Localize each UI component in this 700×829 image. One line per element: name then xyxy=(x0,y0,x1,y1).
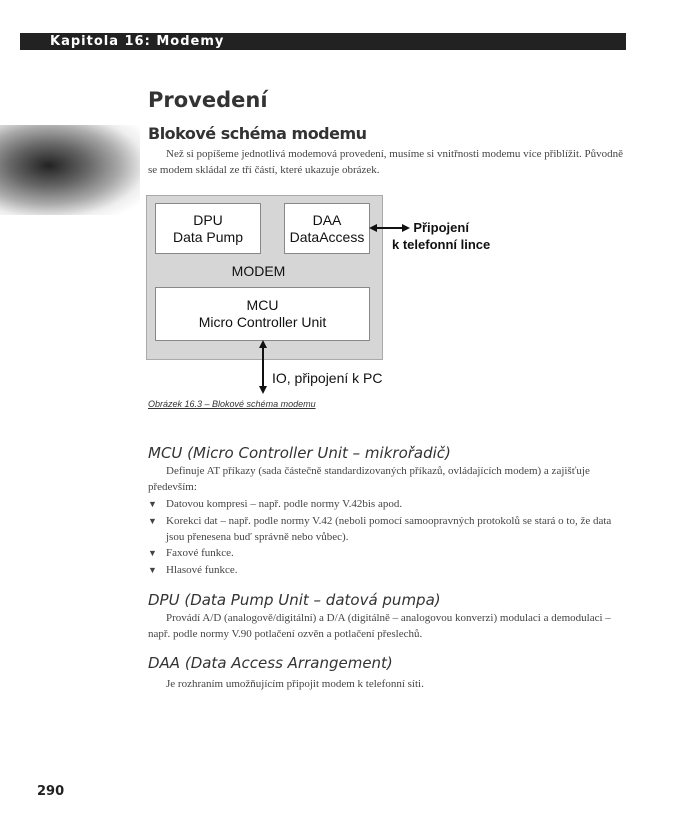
page-title: Provedení xyxy=(148,88,268,112)
bullet-text: Datovou kompresi – např. podle normy V.42bis apod. xyxy=(166,498,403,510)
bullet-triangle-icon: ▼ xyxy=(148,516,157,526)
list-item xyxy=(148,545,626,561)
list-item xyxy=(148,496,626,512)
io-arrow xyxy=(259,340,267,394)
bullet-text: Faxové funkce. xyxy=(166,547,234,559)
section-heading: Blokové schéma modemu xyxy=(148,124,367,143)
io-label: IO, připojení k PC xyxy=(272,370,383,386)
daa-paragraph: Je rozhraním umožňujícím připojit modem k telefonní síti. xyxy=(166,678,424,690)
bullet-text: Korekci dat – např. podle normy V.42 (neboli pomocí samoopravných protokolů se stará o to, že data jsou přenesena buď správně nebo vůbec). xyxy=(166,515,612,543)
bullet-text: Hlasové funkce. xyxy=(166,564,238,576)
dpu-sublabel: Data Pump xyxy=(172,228,244,245)
phone-connection-label xyxy=(392,219,490,253)
mcu-label: MCU xyxy=(246,297,279,313)
daa-sublabel: DataAccess xyxy=(289,228,365,245)
phone-label-line2: k telefonní lince xyxy=(392,237,491,252)
list-item xyxy=(148,513,626,545)
bullet-triangle-icon: ▼ xyxy=(148,548,157,558)
dpu-heading: DPU (Data Pump Unit – datová pumpa) xyxy=(148,591,441,609)
mcu-heading: MCU (Micro Controller Unit – mikrořadič) xyxy=(148,444,451,462)
dpu-paragraph: Provádí A/D (analogově/digitální) a D/A (digitálně – analogovou konverzi) modulaci a demodulaci – např. podle normy V.90 potlačení ozvěn a potlačení přeslechů. xyxy=(148,612,611,640)
daa-heading: DAA (Data Access Arrangement) xyxy=(148,654,393,672)
chapter-title: Kapitola 16: Modemy xyxy=(50,34,225,49)
intro-paragraph: Než si popíšeme jednotlivá modemová provedení, musíme si vnitřnosti modemu více přiblížit. Původně se modem skládal ze tří částí, které ukazuje obrázek. xyxy=(148,148,624,176)
modem-label: MODEM xyxy=(231,263,286,279)
dpu-label: DPU xyxy=(193,211,223,228)
bullet-triangle-icon: ▼ xyxy=(148,499,157,509)
figure-caption: Obrázek 16.3 – Blokové schéma modemu xyxy=(148,399,316,409)
mcu-paragraph: Definuje AT příkazy (sada částečně standardizovaných příkazů, ovládajících modem) a zajišťuje především: xyxy=(148,465,590,493)
daa-label: DAA xyxy=(312,211,342,228)
phone-label-line1: Připojení xyxy=(413,220,469,235)
mcu-sublabel: Micro Controller Unit xyxy=(198,314,327,330)
list-item xyxy=(148,562,626,578)
bullet-triangle-icon: ▼ xyxy=(148,565,157,575)
page-number: 290 xyxy=(37,784,65,799)
